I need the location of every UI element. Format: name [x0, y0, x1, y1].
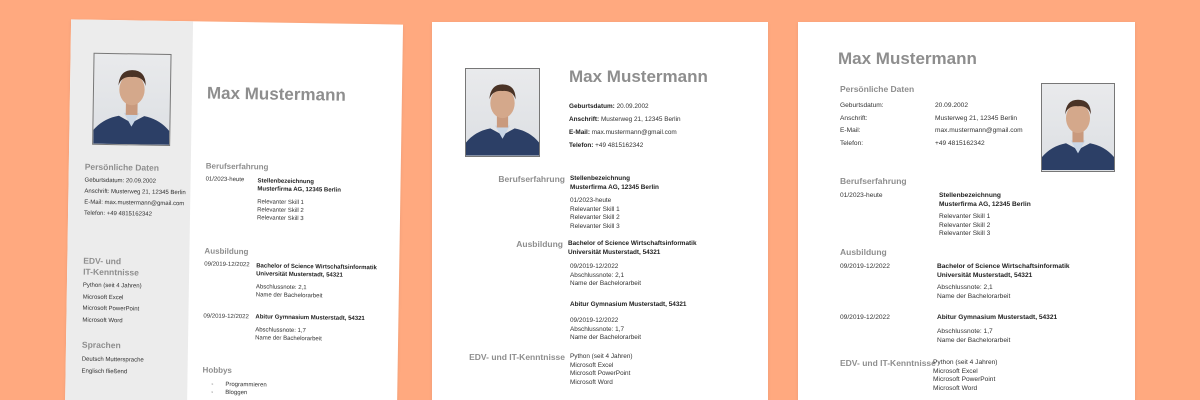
list-item: Microsoft Word [82, 317, 123, 324]
profile-photo [92, 53, 171, 146]
email-row: E-Mail: max.mustermann@gmail.com [84, 199, 185, 208]
candidate-name: Max Mustermann [206, 83, 346, 105]
it-skills-heading: EDV- und IT-Kenntnisse [83, 255, 139, 278]
list-item: Microsoft Excel [933, 367, 978, 375]
profile-photo [1041, 83, 1115, 172]
resume-sidebar-template[interactable] [65, 19, 403, 400]
experience-heading: Berufserfahrung [498, 174, 565, 184]
resume-label-template[interactable] [432, 22, 768, 400]
edu1-period: 09/2019-12/2022 [204, 261, 250, 269]
phone-value: +49 4815162342 [935, 139, 985, 147]
candidate-name: Max Mustermann [569, 67, 708, 86]
list-item: Relevanter Skill 3 [570, 222, 620, 230]
edu2-period: 09/2019-12/2022 [840, 314, 890, 321]
education-heading: Ausbildung [516, 239, 563, 249]
list-item: Python (seit 4 Jahren) [82, 282, 142, 290]
edu2-details: Abschlussnote: 1,7 Name der Bachelorarbeit [255, 327, 322, 343]
hobbies-list [211, 381, 267, 398]
job-title: Stellenbezeichnung Musterfirma AG, 12345 Berlin [939, 192, 1031, 208]
experience-heading: Berufserfahrung [840, 176, 907, 186]
list-item: - Programmieren [211, 381, 267, 389]
it-skills-heading: EDV- und IT-Kenntnisse [840, 358, 936, 368]
resume-table-template[interactable] [798, 22, 1135, 400]
list-item: Deutsch Muttersprache [81, 356, 144, 364]
edu2-period: 09/2019-12/2022 [203, 313, 249, 321]
personal-data-heading: Persönliche Daten [84, 161, 160, 173]
list-item: Relevanter Skill 3 [939, 230, 991, 237]
personal-data-heading: Persönliche Daten [840, 84, 915, 94]
birth-row: Geburtsdatum: 20.09.2002 [569, 103, 649, 110]
edu1-title: Bachelor of Science Wirtschaftsinformatik Universität Musterstadt, 54321 [568, 240, 697, 256]
list-item: Microsoft PowerPoint [570, 370, 631, 377]
list-item: Relevanter Skill 1 [570, 205, 620, 213]
list-item: Relevanter Skill 2 [257, 207, 304, 215]
address-value: Musterweg 21, 12345 Berlin [935, 114, 1018, 122]
list-item: Relevanter Skill 1 [939, 213, 991, 220]
phone-row: Telefon: +49 4815162342 [83, 210, 152, 218]
languages-list [81, 355, 143, 379]
list-item: Microsoft PowerPoint [82, 305, 140, 313]
list-item: Relevanter Skill 3 [256, 215, 304, 223]
languages-heading: Sprachen [81, 339, 121, 351]
email-value: max.mustermann@gmail.com [935, 127, 1023, 134]
edu2-title: Abitur Gymnasium Musterstadt, 54321 [937, 314, 1058, 321]
hobbies-heading: Hobbys [202, 365, 233, 375]
list-item: Relevanter Skill 1 [257, 199, 304, 207]
list-item: Microsoft Excel [82, 294, 124, 301]
edu2-details: 09/2019-12/2022 Abschlussnote: 1,7 Name der Bachelorarbeit [570, 317, 642, 341]
personal-values [935, 100, 1023, 150]
job-title: Stellenbezeichnung Musterfirma AG, 12345 Berlin [570, 175, 659, 191]
birth-row: Geburtsdatum: 20.09.2002 [84, 177, 156, 185]
edu1-title: Bachelor of Science Wirtschaftsinformatik Universität Musterstadt, 54321 [937, 263, 1070, 279]
job-title: Stellenbezeichnung Musterfirma AG, 12345 Berlin [257, 178, 341, 194]
list-item: Microsoft Excel [570, 361, 614, 369]
job-period: 01/2023-heute [840, 192, 883, 199]
address-row: Anschrift: Musterweg 21, 12345 Berlin [569, 116, 681, 123]
it-skills-list [933, 359, 998, 393]
edu2-title: Abitur Gymnasium Musterstadt, 54321 [570, 301, 687, 308]
list-item: Python (seit 4 Jahren) [933, 359, 998, 366]
list-item: Englisch fließend [81, 368, 128, 375]
edu1-details: Abschlussnote: 2,1 Name der Bachelorarbeit [255, 284, 323, 300]
job-skills [939, 213, 990, 239]
list-item: Microsoft Word [933, 384, 978, 392]
person-silhouette-icon [1042, 84, 1114, 171]
list-item: Relevanter Skill 2 [939, 221, 991, 229]
it-skills-heading: EDV- und IT-Kenntnisse [469, 352, 565, 362]
list-item: - Bloggen [211, 389, 248, 397]
person-silhouette-icon [93, 54, 170, 145]
email-row: E-Mail: max.mustermann@gmail.com [569, 129, 677, 136]
it-skills-list [570, 353, 633, 387]
birth-value: 20.09.2002 [935, 102, 969, 109]
list-item: Microsoft Word [570, 378, 613, 386]
education-heading: Ausbildung [840, 247, 887, 257]
it-skills-list [82, 281, 141, 328]
job-skills [257, 198, 304, 223]
edu2-title: Abitur Gymnasium Musterstadt, 54321 [255, 314, 365, 323]
experience-heading: Berufserfahrung [205, 161, 269, 172]
list-item: Relevanter Skill 2 [570, 214, 620, 221]
edu1-title: Bachelor of Science Wirtschaftsinformatik Universität Musterstadt, 54321 [256, 263, 377, 279]
edu1-period: 09/2019-12/2022 [840, 263, 890, 270]
list-item: Python (seit 4 Jahren) [570, 353, 633, 360]
edu1-details: Abschlussnote: 2,1 Name der Bachelorarbeit [937, 284, 1011, 300]
phone-row: Telefon: +49 4815162342 [569, 142, 644, 149]
person-silhouette-icon [466, 69, 539, 156]
candidate-name: Max Mustermann [838, 49, 977, 68]
job-details: 01/2023-heute Relevanter Skill 1 Relevanter Skill 2 Relevanter Skill 3 [570, 197, 620, 230]
job-period: 01/2023-heute [205, 176, 245, 184]
education-heading: Ausbildung [204, 246, 249, 257]
edu2-details: Abschlussnote: 1,7 Name der Bachelorarbeit [937, 328, 1011, 344]
personal-labels: Geburtsdatum: Anschrift: E-Mail: Telefon: [840, 102, 884, 147]
profile-photo [465, 68, 540, 157]
list-item: Microsoft PowerPoint [933, 376, 996, 383]
edu1-details: 09/2019-12/2022 Abschlussnote: 2,1 Name der Bachelorarbeit [570, 263, 642, 287]
address-row: Anschrift: Musterweg 21, 12345 Berlin [84, 188, 186, 197]
